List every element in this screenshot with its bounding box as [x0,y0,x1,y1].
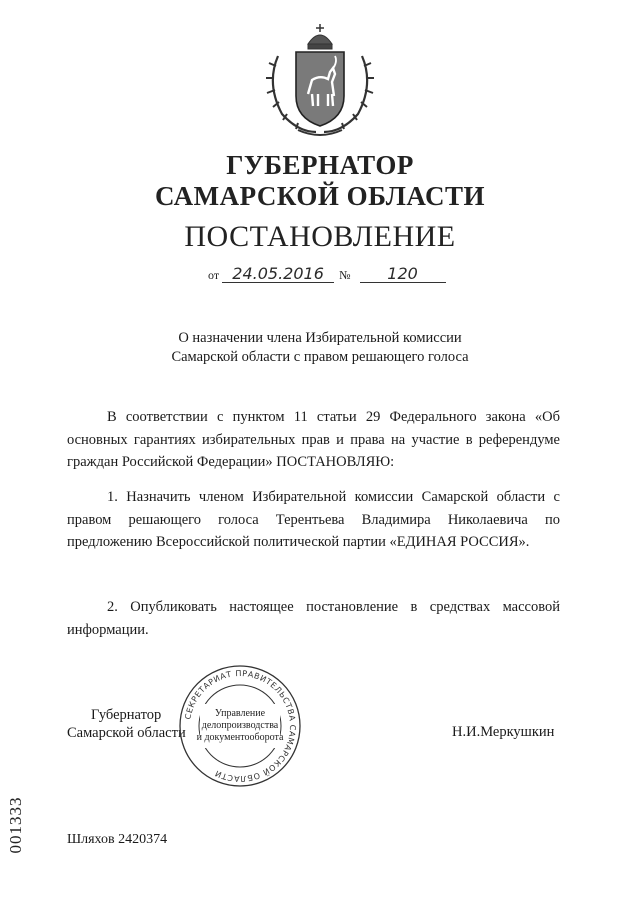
executor-contact: Шляхов 2420374 [67,832,168,847]
subject-line: Самарской области с правом решающего голоса [171,349,469,365]
position-line: Губернатор [91,707,162,723]
paragraph-appointment: 1. Назначить членом Избирательной комиссии Самарской области с правом решающего голоса Терентьева Владимира Николаевича по предложению Всероссийской политической партии «ЕДИНАЯ РОССИЯ». [67,489,560,550]
document-type-title: ПОСТАНОВЛЕНИЕ [184,220,456,253]
signatory-name: Н.И.Меркушкин [452,724,555,740]
number-label: № [339,268,351,282]
svg-text:и документооборота: и документооборота [196,732,284,743]
subject-line: О назначении члена Избирательной комиссии [178,330,462,346]
document-date: 24.05.2016 [222,266,334,283]
registration-number-text: 001333 [6,796,25,854]
signatory-position [67,706,186,742]
body-paragraph [67,486,560,554]
paragraph-legal-basis: В соответствии с пунктом 11 статьи 29 Федерального закона «Об основных гарантиях избирательных прав и права на участие в референдуме граждан Российской Федерации» ПОСТАНОВЛЯЮ: [67,409,560,470]
paragraph-publication: 2. Опубликовать настоящее постановление в средствах массовой информации. [67,599,560,638]
svg-text:СЕКРЕТАРИАТ ПРАВИТЕЛЬСТВА САМА: СЕКРЕТАРИАТ ПРАВИТЕЛЬСТВА САМАРСКОЙ ОБЛАСТИ [183,668,298,784]
samara-coat-of-arms-emblem [258,22,382,140]
date-and-number-line [208,266,446,283]
body-paragraph [67,406,560,474]
document-subject [0,329,640,367]
from-label: от [208,268,220,282]
svg-text:делопроизводства: делопроизводства [201,720,279,731]
office-stamp [178,664,302,788]
region-title: САМАРСКОЙ ОБЛАСТИ [154,181,486,211]
body-paragraph [67,596,560,641]
svg-text:Управление: Управление [214,708,266,719]
document-number: 120 [360,266,446,283]
governor-title: ГУБЕРНАТОР [226,150,414,180]
registration-number [6,790,26,860]
position-line: Самарской области [67,725,186,741]
